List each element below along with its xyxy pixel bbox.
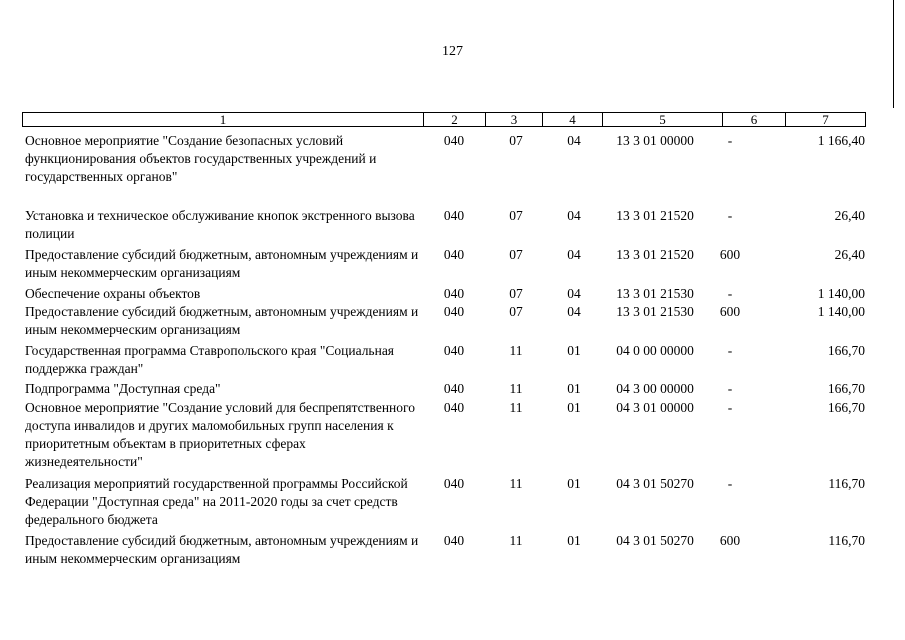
row-code-4: 04: [567, 304, 581, 319]
row-amount: 1 140,00: [817, 286, 865, 301]
row-code-2: 040: [443, 286, 465, 301]
row-code-3: 07: [509, 208, 523, 223]
row-code-6: -: [727, 381, 733, 396]
page-number: 127: [442, 44, 463, 59]
row-code-2: 040: [443, 533, 465, 548]
row-code-3: 07: [509, 133, 523, 148]
row-code-2: 040: [443, 343, 465, 358]
row-code-2: 040: [443, 476, 465, 491]
row-name: Установка и техническое обслуживание кнопок экстренного вызова полиции: [25, 208, 415, 241]
row-name: Предоставление субсидий бюджетным, автономным учреждениям и иным некоммерческим организациям: [25, 304, 419, 337]
row-name: Обеспечение охраны объектов: [25, 286, 201, 301]
row-amount: 116,70: [828, 476, 865, 491]
row-amount: 116,70: [828, 533, 865, 548]
row-code-5: 13 3 01 21520: [616, 208, 694, 223]
row-name: Основное мероприятие "Создание условий для беспрепятственного доступа инвалидов и других маломобильных групп населения к приоритетным объектам в приоритетных сферах жизнедеятельности": [25, 400, 415, 469]
row-code-3: 11: [509, 381, 523, 396]
row-amount: 26,40: [834, 208, 865, 223]
row-name: Реализация мероприятий государственной программы Российской Федерации "Доступная среда" на 2011-2020 годы за счет средств федерального бюджета: [25, 476, 408, 527]
column-header-2: 2: [423, 113, 485, 126]
row-code-6: -: [727, 133, 733, 148]
row-code-3: 11: [509, 533, 523, 548]
row-code-4: 01: [567, 400, 581, 415]
row-code-5: 04 3 01 00000: [616, 400, 694, 415]
row-name: Подпрограмма "Доступная среда": [25, 381, 221, 396]
row-name: Основное мероприятие "Создание безопасных условий функционирования объектов государственных учреждений и государственных органов": [25, 133, 377, 184]
row-code-5: 13 3 01 21530: [616, 304, 694, 319]
row-code-6: -: [727, 476, 733, 491]
row-code-2: 040: [443, 381, 465, 396]
column-header-7: 7: [785, 113, 865, 126]
row-code-3: 07: [509, 247, 523, 262]
row-code-4: 04: [567, 247, 581, 262]
column-header-6: 6: [722, 113, 785, 126]
row-code-5: 04 3 01 50270: [616, 476, 694, 491]
row-code-2: 040: [443, 133, 465, 148]
row-code-3: 07: [509, 304, 523, 319]
column-header-3: 3: [485, 113, 542, 126]
row-code-3: 11: [509, 343, 523, 358]
row-amount: 1 140,00: [817, 304, 865, 319]
row-code-4: 04: [567, 133, 581, 148]
row-code-3: 07: [509, 286, 523, 301]
row-code-5: 04 0 00 00000: [616, 343, 694, 358]
column-header-4: 4: [542, 113, 602, 126]
row-code-3: 11: [509, 476, 523, 491]
row-code-4: 01: [567, 533, 581, 548]
row-code-5: 04 3 00 00000: [616, 381, 694, 396]
row-amount: 26,40: [834, 247, 865, 262]
row-code-5: 13 3 01 21520: [616, 247, 694, 262]
row-code-6: -: [727, 286, 733, 301]
row-amount: 166,70: [827, 381, 865, 396]
row-code-4: 04: [567, 286, 581, 301]
row-code-6: 600: [719, 533, 741, 548]
row-code-4: 01: [567, 476, 581, 491]
row-code-5: 13 3 01 21530: [616, 286, 694, 301]
row-amount: 166,70: [827, 400, 865, 415]
column-header-5: 5: [602, 113, 722, 126]
column-header-row: [22, 112, 866, 127]
row-code-6: -: [727, 208, 733, 223]
row-code-2: 040: [443, 400, 465, 415]
row-code-2: 040: [443, 208, 465, 223]
row-code-4: 01: [567, 343, 581, 358]
scan-edge-line: [893, 0, 894, 108]
row-code-6: -: [727, 400, 733, 415]
row-name: Предоставление субсидий бюджетным, автономным учреждениям и иным некоммерческим организациям: [25, 533, 419, 566]
row-amount: 1 166,40: [817, 133, 865, 148]
row-code-6: 600: [719, 247, 741, 262]
row-code-4: 04: [567, 208, 581, 223]
row-code-6: 600: [719, 304, 741, 319]
row-code-5: 04 3 01 50270: [616, 533, 694, 548]
row-code-4: 01: [567, 381, 581, 396]
row-code-2: 040: [443, 247, 465, 262]
row-code-3: 11: [509, 400, 523, 415]
row-code-2: 040: [443, 304, 465, 319]
row-code-5: 13 3 01 00000: [616, 133, 694, 148]
row-amount: 166,70: [827, 343, 865, 358]
row-name: Предоставление субсидий бюджетным, автономным учреждениям и иным некоммерческим организациям: [25, 247, 419, 280]
row-name: Государственная программа Ставропольского края "Социальная поддержка граждан": [25, 343, 395, 376]
row-code-6: -: [727, 343, 733, 358]
column-header-1: 1: [219, 112, 227, 127]
